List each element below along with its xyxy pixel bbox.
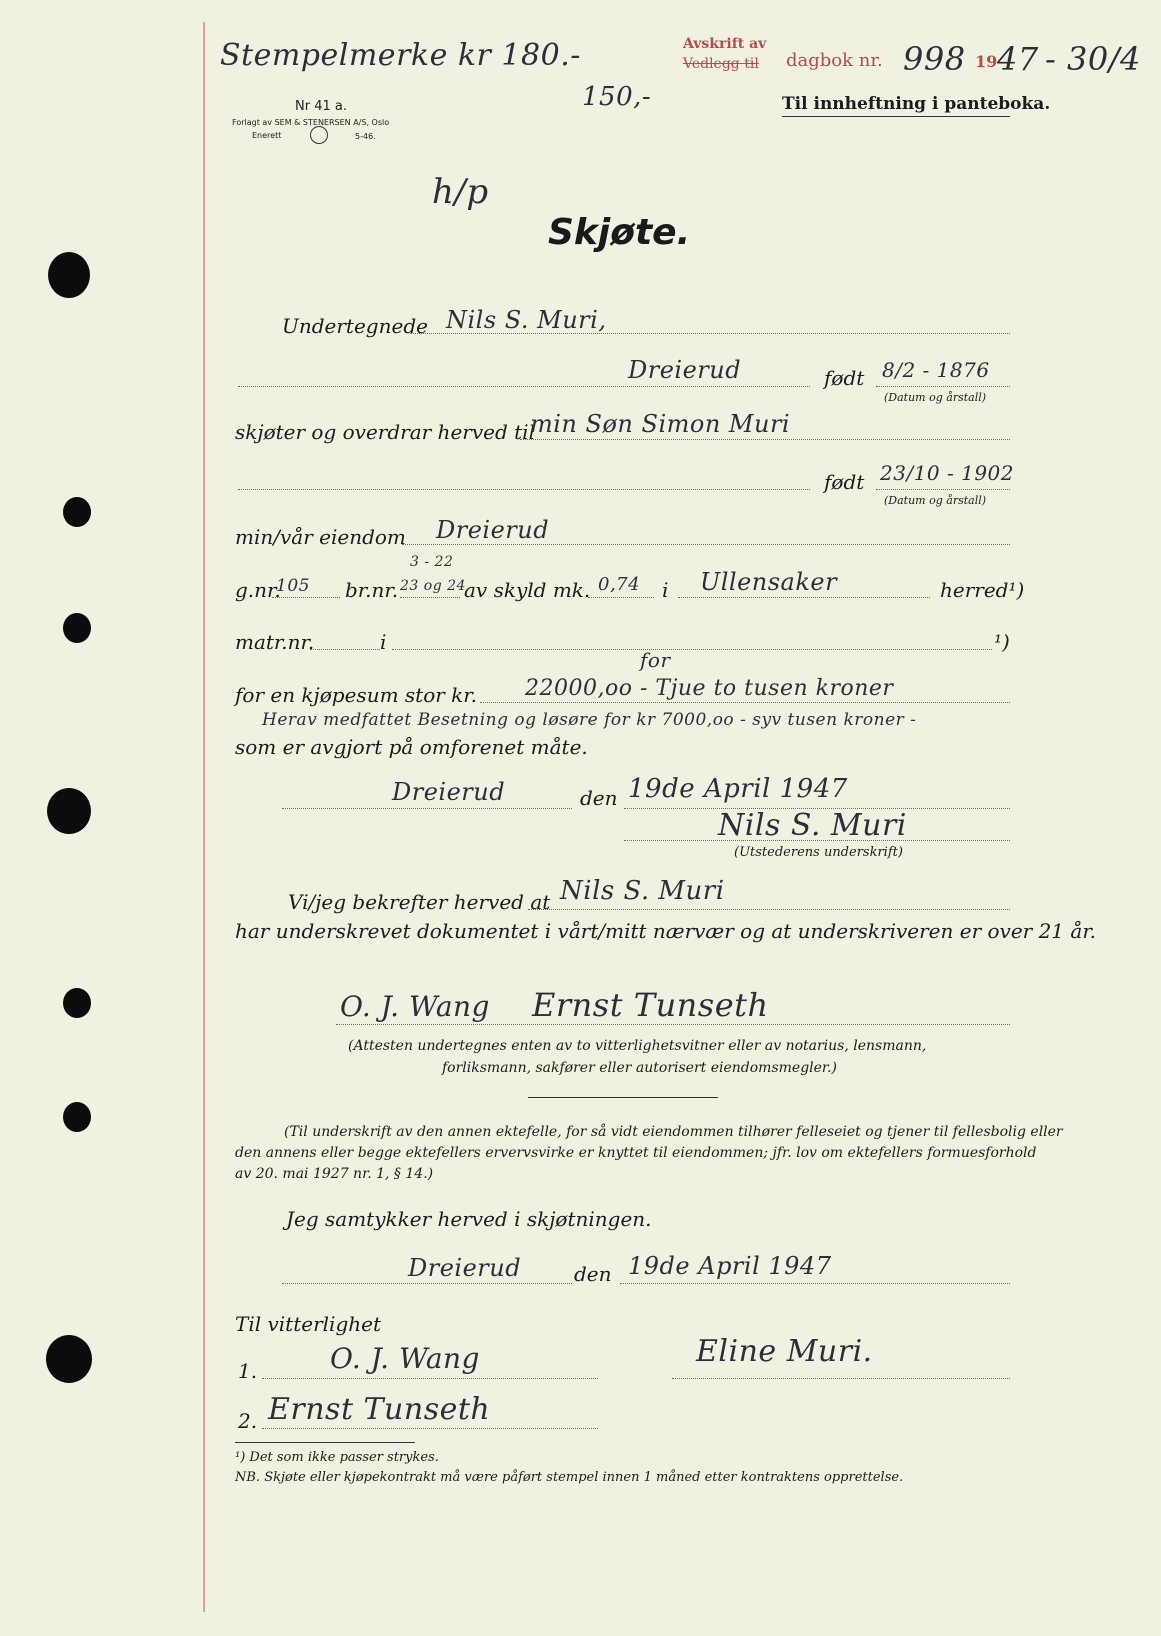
vitne-num1: 1. [238, 1359, 258, 1383]
footnote2: NB. Skjøte eller kjøpekontrakt må være påført stempel innen 1 måned etter kontraktens opprettelse. [235, 1470, 904, 1485]
date2: 19de April 1947 [628, 1252, 832, 1280]
separator-rule [528, 1097, 718, 1098]
skyld-label: av skyld mk. [464, 578, 591, 602]
eiendom-label: min/vår eiendom [235, 525, 406, 549]
bekrefter-label: Vi/jeg bekrefter herved at [288, 890, 551, 914]
stempelmerke-handwritten: Stempelmerke kr 180.- [220, 38, 581, 73]
amount-handwritten: 150,- [582, 82, 652, 112]
vitne1-line [262, 1378, 598, 1379]
date-handwritten: - 30/4 [1045, 40, 1141, 78]
matr-end: ¹) [994, 630, 1010, 654]
den2-label: den [574, 1262, 612, 1286]
publisher-line1: Forlagt av SEM & STENERSEN A/S, Oslo [232, 118, 390, 127]
punch-hole [63, 988, 91, 1018]
datum-label-1: (Datum og årstall) [884, 391, 987, 404]
place2: Dreierud [408, 1254, 522, 1282]
year-prefix: 19 [975, 52, 998, 71]
gnr-label: g.nr. [235, 578, 281, 602]
place1-value: Dreierud [628, 356, 742, 384]
vitterlighet-label: Til vitterlighet [235, 1312, 382, 1336]
ektefelle-line1: (Til underskrift av den annen ektefelle, for så vidt eiendommen tilhører felleseiet og tjener til fellesbolig eller [284, 1124, 1063, 1140]
herred-value: Ullensaker [700, 568, 838, 596]
footnote-rule [235, 1442, 415, 1443]
place-date-den: den [580, 786, 618, 810]
date2-line [620, 1283, 1010, 1284]
publisher-logo-icon [310, 126, 328, 144]
bekrefter-value: Nils S. Muri [560, 876, 725, 906]
skjoter-label: skjøter og overdrar herved til [235, 420, 535, 444]
samtykker-label: Jeg samtykker herved i skjøtningen. [286, 1207, 652, 1231]
punch-hole [47, 788, 91, 834]
spouse-signature: Eline Muri. [696, 1334, 873, 1369]
gnr-value: 105 [276, 576, 310, 596]
datum-label-2: (Datum og årstall) [884, 494, 987, 507]
kjopesum-label: for en kjøpesum stor kr. [235, 683, 478, 707]
publisher-line2: Enerett [252, 131, 282, 140]
til-innheftning: Til innheftning i panteboka. [782, 94, 1051, 114]
herred-i-label: i [662, 578, 669, 602]
vitne-num2: 2. [238, 1409, 258, 1433]
form-number: Nr 41 a. [295, 99, 347, 114]
spouse-line [672, 1378, 1010, 1379]
attesten-line2: forliksmann, sakfører eller autorisert eiendomsmegler.) [442, 1060, 837, 1076]
utsteder-label: (Utstederens underskrift) [734, 845, 903, 860]
avgjort-label: som er avgjort på omforenet måte. [235, 735, 588, 759]
underskrevet-label: har underskrevet dokumentet i vårt/mitt nærvær og at underskriveren er over 21 år. [235, 919, 1097, 943]
herred-label: herred¹) [940, 578, 1025, 602]
undertegnede-value: Nils S. Muri, [446, 306, 607, 334]
brnr-above: 3 - 22 [410, 554, 454, 570]
place-date-place: Dreierud [392, 778, 506, 806]
punch-hole [48, 252, 90, 298]
fodt2-line [876, 489, 1010, 490]
fodt1-line [876, 386, 1010, 387]
witness1: O. J. Wang [340, 990, 490, 1023]
ektefelle-line3: av 20. mai 1927 nr. 1, § 14.) [235, 1166, 434, 1182]
stamp-line1: Avskrift av [683, 36, 767, 52]
brnr-label: br.nr. [345, 578, 399, 602]
dagbok-label: dagbok nr. [786, 50, 883, 71]
witness-line [336, 1024, 1010, 1025]
brnr-line [400, 597, 460, 598]
vitne2-line [262, 1428, 598, 1429]
til-innheftning-underline [782, 116, 1010, 117]
herred-line [678, 597, 930, 598]
punch-hole [63, 1102, 91, 1132]
eiendom-value: Dreierud [436, 516, 550, 544]
ektefelle-line2: den annens eller begge ektefellers ervervsvirke er knyttet til eiendommen; jfr. lov om ektefellers formuesforhold [235, 1145, 1037, 1161]
undertegnede-label: Undertegnede [282, 314, 428, 338]
margin-line [203, 22, 205, 1612]
gnr-line [272, 597, 340, 598]
fodt1-value: 8/2 - 1876 [882, 358, 990, 382]
vitne2: Ernst Tunseth [268, 1392, 491, 1427]
witness2: Ernst Tunseth [532, 986, 769, 1024]
attesten-line1: (Attesten undertegnes enten av to vitterlighetsvitner eller av notarius, lensmann, [348, 1038, 927, 1054]
kjopesum-value: 22000,oo - Tjue to tusen kroner [525, 676, 894, 701]
fodt2-blank-line [238, 489, 810, 490]
place1-line [238, 386, 810, 387]
fodt2-value: 23/10 - 1902 [880, 461, 1015, 485]
stamp-line2: Vedlegg til [683, 56, 759, 72]
document-title: Skjøte. [548, 212, 691, 253]
vitne1: O. J. Wang [330, 1342, 480, 1375]
place-date-place-line [282, 808, 572, 809]
kjopesum-above: for [640, 648, 671, 672]
mark-handwritten: h/p [432, 172, 489, 212]
footnote1: ¹) Det som ikke passer strykes. [235, 1450, 439, 1465]
punch-hole [63, 613, 91, 643]
bekrefter-line [528, 909, 1010, 910]
dagbok-number: 998 [903, 40, 966, 78]
matr-label: matr.nr. [235, 630, 315, 654]
fodt2-label: født [824, 470, 865, 494]
matr-line [310, 649, 380, 650]
skyld-line [588, 597, 654, 598]
place-date-value: 19de April 1947 [628, 774, 848, 804]
skyld-value: 0,74 [598, 574, 641, 595]
place2-line [282, 1283, 572, 1284]
signature-name: Nils S. Muri [718, 808, 907, 843]
skjoter-line [520, 439, 1010, 440]
eiendom-line [402, 544, 1010, 545]
punch-hole [63, 497, 91, 527]
fodt1-label: født [824, 366, 865, 390]
kjopesum-note: Herav medfattet Besetning og løsøre for kr 7000,oo - syv tusen kroner - [262, 710, 917, 730]
kjopesum-line [480, 702, 1010, 703]
matr-i-label: i [380, 630, 387, 654]
publisher-date: 5-46. [355, 132, 376, 141]
matr-i-line [392, 649, 992, 650]
year-handwritten: 47 [997, 40, 1039, 78]
skjoter-value: min Søn Simon Muri [530, 410, 791, 438]
brnr-value: 23 og 24 [400, 578, 466, 594]
punch-hole [46, 1335, 92, 1383]
